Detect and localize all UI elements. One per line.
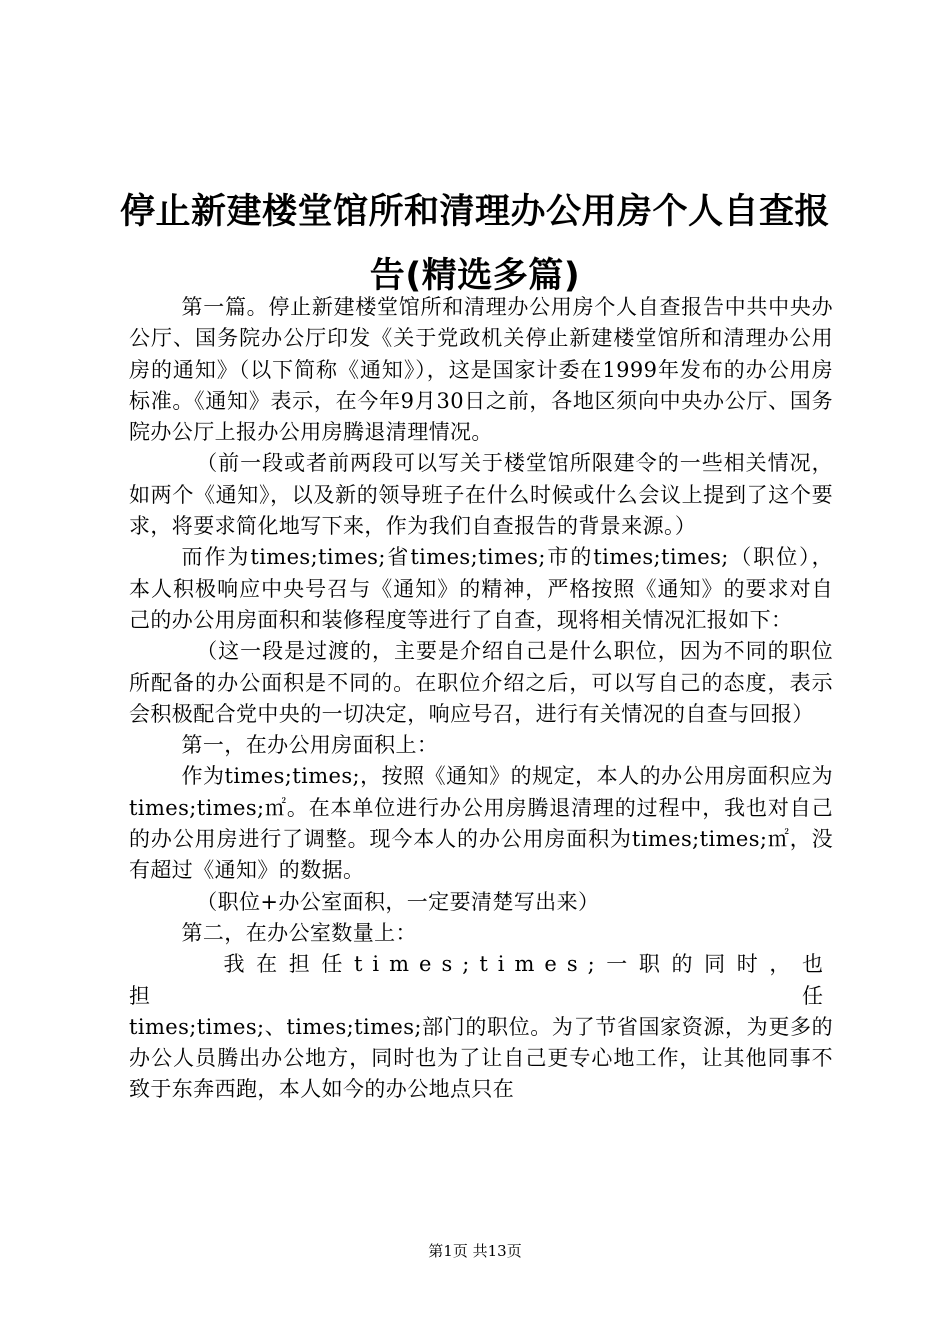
paragraph: 第一，在办公用房面积上： <box>181 733 439 758</box>
paragraph: （前一段或者前两段可以写关于楼堂馆所限建令的一些相关情况，如两个《通知》，以及新的领导班子在什么时候或什么会议上提到了这个要求，将要求简化地写下来，作为我们自查报告的背景来源。） <box>129 451 833 539</box>
paragraph: （职位+办公室面积，一定要清楚写出来） <box>196 889 600 914</box>
title-line-1: 停止新建楼堂馆所和清理办公用房个人自查报 <box>120 192 831 232</box>
paragraph: 而作为times;times;省times;times;市的times;times;（职位），本人积极响应中央号召与《通知》的精神，严格按照《通知》的要求对自己的办公用房面积和装修程度等进行了自查，现将相关情况汇报如下： <box>129 545 833 632</box>
paragraph: 作为times;times;，按照《通知》的规定，本人的办公用房面积应为times;times;㎡。在本单位进行办公用房腾退清理的过程中，我也对自己的办公用房进行了调整。现今本人的办公用房面积为times;times;㎡，没有超过《通知》的数据。 <box>129 764 833 883</box>
page-number-footer: 第1页 共13页 <box>428 1242 522 1260</box>
paragraph: （这一段是过渡的，主要是介绍自己是什么职位，因为不同的职位所配备的办公面积是不同的。在职位介绍之后，可以写自己的态度，表示会积极配合党中央的一切决定，响应号召，进行有关情况的自查与回报） <box>129 639 833 726</box>
document-title <box>120 180 830 308</box>
paragraph: 我在担任times;times;一职的同时，也担任 <box>129 952 833 1008</box>
paragraph: 第一篇。停止新建楼堂馆所和清理办公用房个人自查报告中共中央办公厅、国务院办公厅印发《关于党政机关停止新建楼堂馆所和清理办公用房的通知》（以下简称《通知》），这是国家计委在1999年发布的办公用房标准。《通知》表示，在今年9月30日之前，各地区须向中央办公厅、国务院办公厅上报办公用房腾退清理情况。 <box>129 295 833 445</box>
document-body <box>129 292 833 1106</box>
title-line-2: 告(精选多篇) <box>369 256 581 296</box>
paragraph: times;times;、times;times;部门的职位。为了节省国家资源，为更多的办公人员腾出办公地方，同时也为了让自己更专心地工作，让其他同事不致于东奔西跑，本人如今的办公地点只在 <box>129 1014 833 1102</box>
paragraph: 第二，在办公室数量上： <box>181 920 417 945</box>
